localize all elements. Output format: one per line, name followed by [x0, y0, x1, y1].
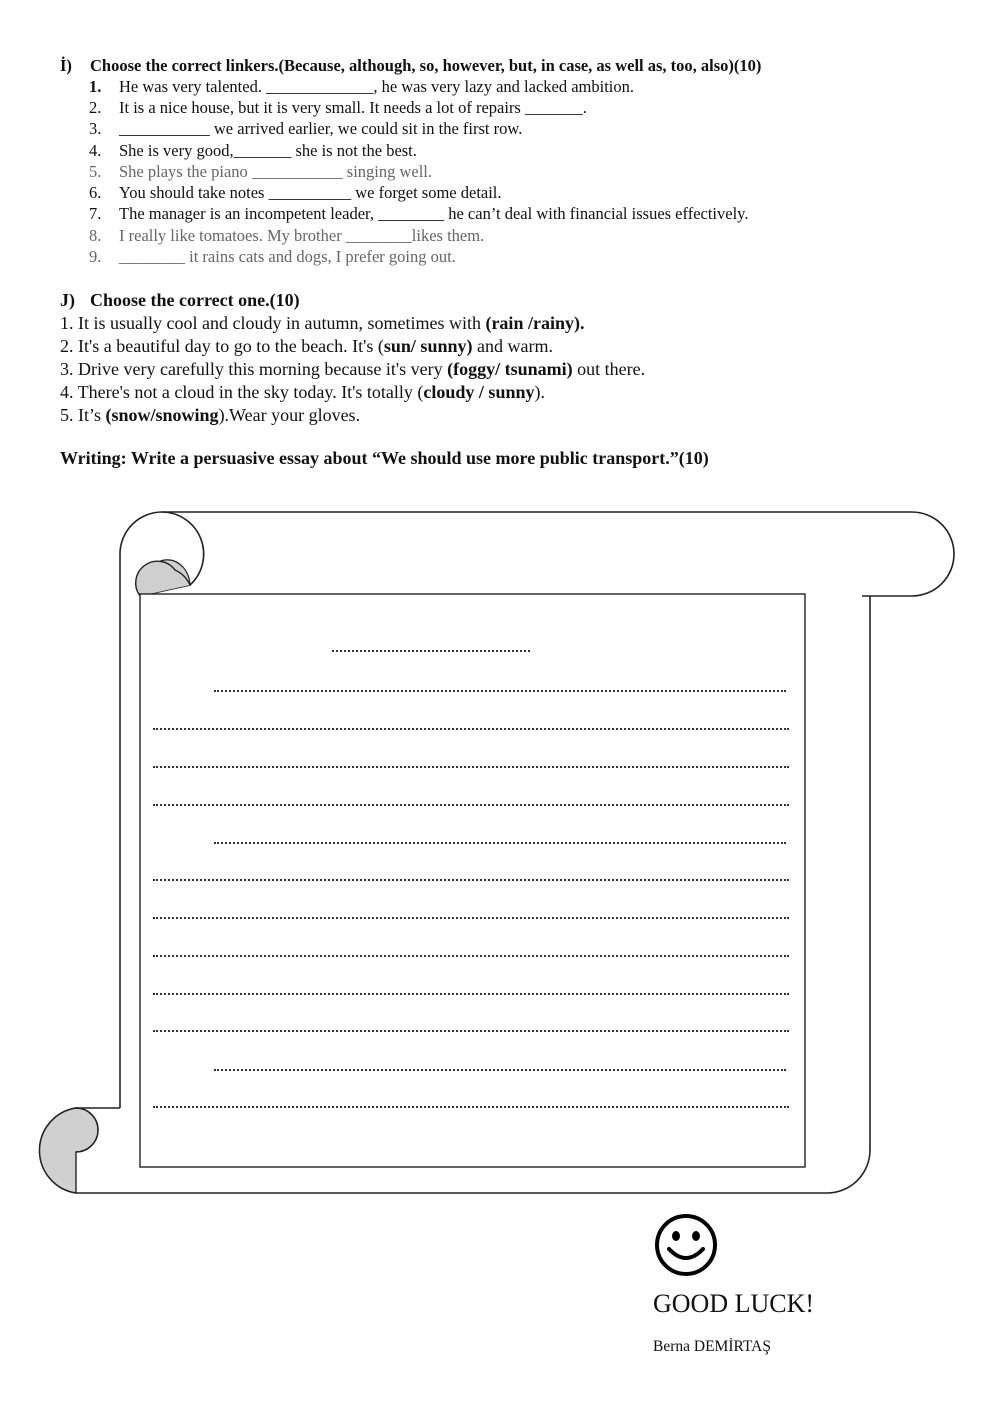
writing-line — [153, 766, 789, 768]
writing-line — [214, 1069, 786, 1071]
writing-line — [153, 879, 789, 881]
section-i-marker: İ) — [60, 56, 72, 75]
linker-question-8: 8. I really like tomatoes. My brother ________likes them. — [89, 226, 485, 245]
writing-line — [153, 804, 789, 806]
section-j-marker: J) — [60, 290, 75, 310]
author-name: Berna DEMİRTAŞ — [653, 1338, 771, 1355]
writing-line — [214, 842, 786, 844]
choice-item-3: 3. Drive very carefully this morning because it's very (foggy/ tsunami) out there. — [60, 359, 646, 379]
linker-question-6: 6. You should take notes __________ we forget some detail. — [89, 183, 502, 202]
linker-question-7: 7. The manager is an incompetent leader, ________ he can’t deal with financial issues effectively. — [89, 204, 749, 223]
writing-line — [153, 955, 789, 957]
writing-prompt: Writing: Write a persuasive essay about “We should use more public transport.”(10) — [60, 448, 709, 468]
writing-line — [153, 993, 789, 995]
linker-question-3: 3. ___________ we arrived earlier, we could sit in the first row. — [89, 119, 523, 138]
scroll-top-roll — [162, 512, 954, 596]
writing-line — [153, 728, 789, 730]
linker-question-9: 9. ________ it rains cats and dogs, I prefer going out. — [89, 247, 456, 266]
choice-item-1: 1. It is usually cool and cloudy in autumn, sometimes with (rain /rainy). — [60, 313, 585, 333]
smiley-icon — [653, 1213, 721, 1277]
writing-line-title — [332, 650, 530, 652]
section-j-title: Choose the correct one.(10) — [90, 290, 300, 310]
writing-line — [153, 1106, 789, 1108]
choice-item-2: 2. It's a beautiful day to go to the beach. It's (sun/ sunny) and warm. — [60, 336, 553, 356]
scroll-bottom-curl — [40, 1108, 98, 1193]
good-luck-text: GOOD LUCK! — [653, 1289, 815, 1318]
writing-line — [214, 690, 786, 692]
linker-question-5: 5. She plays the piano ___________ singing well. — [89, 162, 433, 181]
linker-question-2: 2. It is a nice house, but it is very small. It needs a lot of repairs _______. — [89, 98, 587, 117]
writing-line — [153, 1030, 789, 1032]
section-i-title: Choose the correct linkers.(Because, although, so, however, but, in case, as well as, too, also)(10) — [90, 56, 762, 75]
linker-question-4: 4. She is very good,_______ she is not the best. — [89, 141, 417, 160]
choice-item-4: 4. There's not a cloud in the sky today. It's totally (cloudy / sunny). — [60, 382, 545, 402]
linker-question-1: 1. He was very talented. _____________, he was very lazy and lacked ambition. — [89, 77, 635, 96]
choice-item-5: 5. It’s (snow/snowing).Wear your gloves. — [60, 405, 361, 425]
writing-line — [153, 917, 789, 919]
